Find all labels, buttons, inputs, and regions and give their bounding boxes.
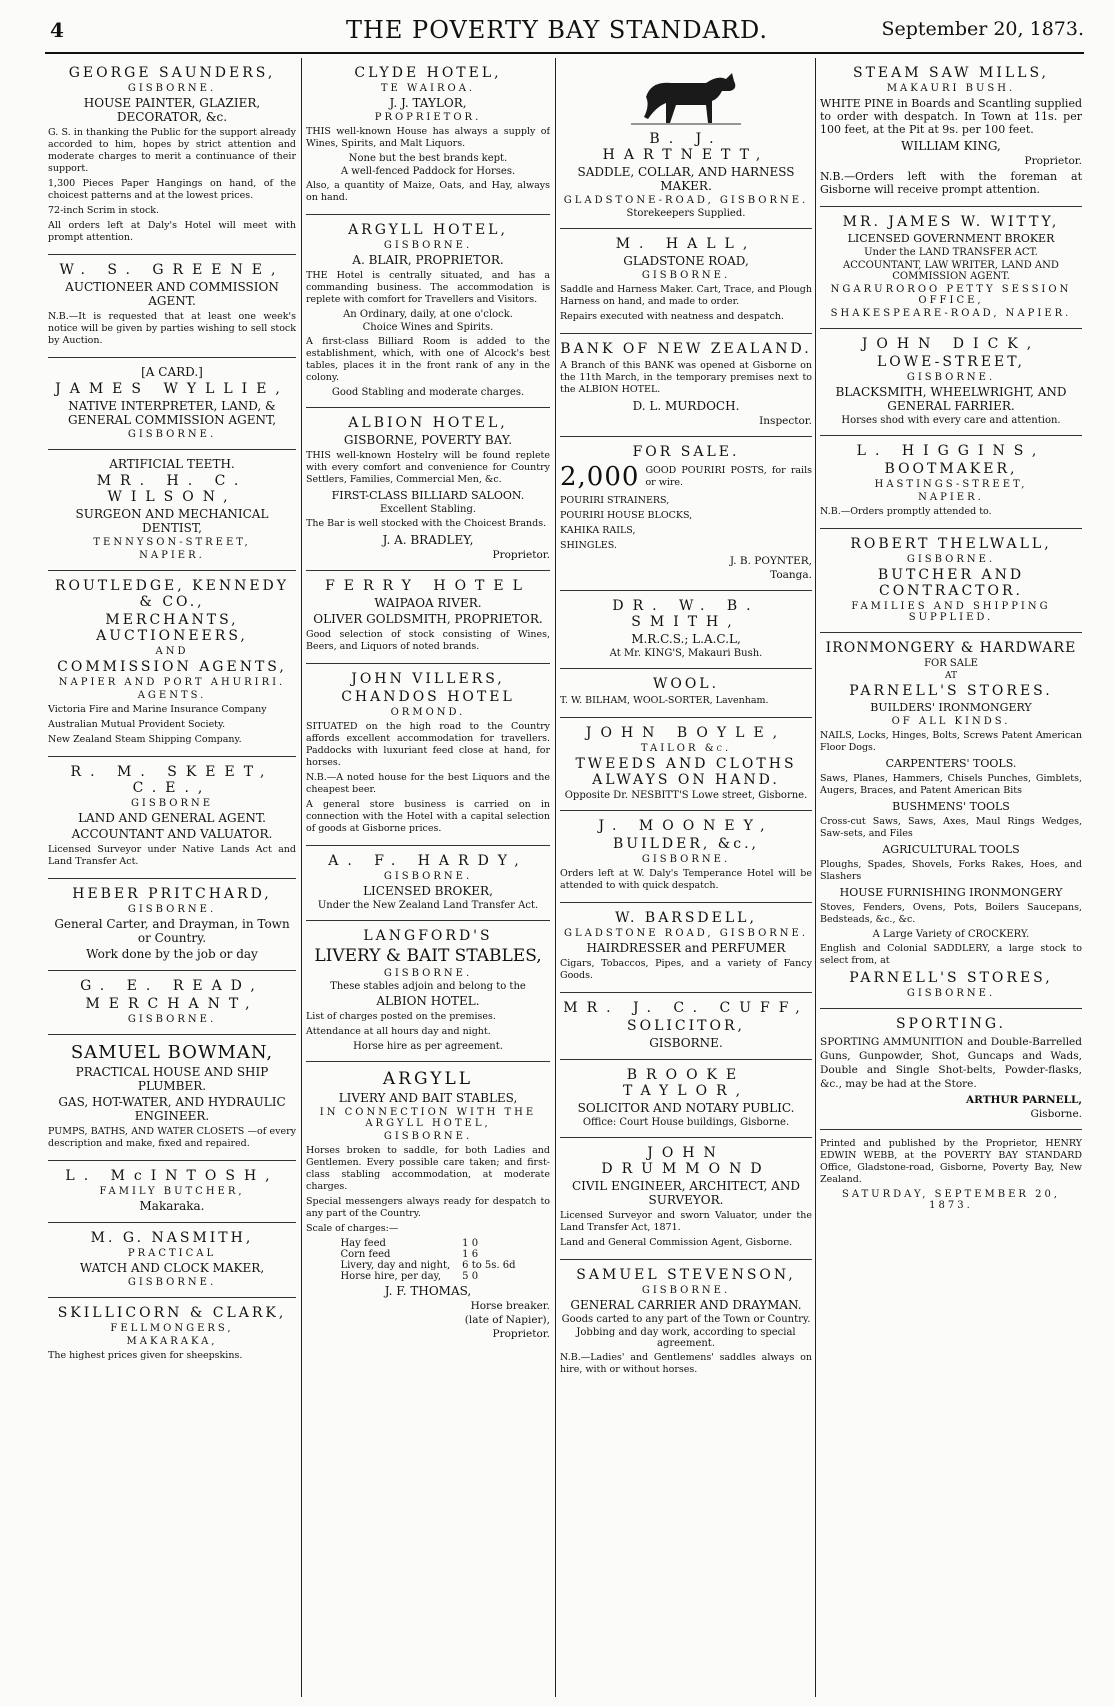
ad-hardy [306, 846, 550, 921]
ad-text: Horses shod with every care and attention. [841, 415, 1061, 426]
ad-heading: FERRY HOTEL [325, 578, 531, 594]
ad-text: FAMILIES AND SHIPPING SUPPLIED. [851, 601, 1051, 623]
ad-argyll-stables [306, 1062, 550, 1349]
ad-heading: JOHN BOYLE, [585, 725, 787, 741]
ad-saunders [48, 58, 296, 255]
table-row: Hay feed 1 0 [340, 1238, 479, 1249]
ad-street: HASTINGS-STREET, [874, 479, 1028, 490]
ad-text: Cigars, Tobaccos, Pipes, and a variety of Fancy Goods. [560, 958, 812, 981]
ad-trade: GAS, HOT-WATER, AND HYDRAULIC ENGINEER. [58, 1095, 286, 1123]
ad-bowman [48, 1035, 296, 1161]
newspaper-title: THE POVERTY BAY STANDARD. [345, 16, 769, 44]
ad-subheading: CARPENTERS' TOOLS. [885, 757, 1017, 770]
column-rule [555, 58, 556, 1697]
ad-text: A Large Variety of CROCKERY. [872, 929, 1030, 940]
ad-owner: J. J. TAYLOR, [389, 96, 467, 110]
ad-text: N.B.—It is requested that at least one week's notice will be given by parties wishing to sell stock by Auction. [48, 311, 296, 346]
ad-sporting [820, 1009, 1082, 1130]
ad-subheading: HOUSE FURNISHING IRONMONGERY [839, 886, 1063, 899]
ad-place: Gisborne. [1030, 1108, 1082, 1120]
ad-boyle [560, 718, 812, 811]
ad-text: Goods carted to any part of the Town or Country. [561, 1314, 811, 1325]
ad-dick [820, 329, 1082, 436]
ad-text: List of charges posted on the premises. [306, 1011, 496, 1022]
ad-trade: BUTCHER AND CONTRACTOR. [877, 567, 1025, 599]
ad-routledge [48, 571, 296, 757]
issue-date: September 20, 1873. [881, 18, 1084, 40]
ad-stevenson [560, 1260, 812, 1386]
ad-role: Proprietor. [492, 549, 550, 561]
ad-heading: WOOL. [652, 676, 720, 692]
ad-text: Australian Mutual Provident Society. [48, 719, 226, 730]
ad-heading: FOR SALE. [632, 444, 740, 460]
ad-place: GLADSTONE-ROAD, GISBORNE. [563, 195, 809, 206]
ad-text: NAILS, Locks, Hinges, Bolts, Screws Patent American Floor Dogs. [820, 730, 1082, 753]
ad-trade: PARNELL'S STORES. [849, 683, 1053, 699]
ad-heading: W. BARSDELL, [615, 910, 757, 926]
ad-wyllie [48, 358, 296, 450]
column-rule [301, 58, 302, 1697]
ad-text: An Ordinary, daily, at one o'clock. [343, 309, 513, 320]
ad-text: SITUATED on the high road to the Country affords excellent accommodation for travellers. Paddocks with luxuriant feed close at hand, for horses. [306, 721, 550, 768]
ad-hartnett [560, 58, 812, 229]
rates-table [334, 1238, 521, 1282]
ad-trade: PRACTICAL [127, 1248, 217, 1259]
ad-mcintosh [48, 1161, 296, 1223]
ad-place: WAIPAOA RIVER. [374, 596, 482, 610]
ad-owner: J. F. THOMAS, [384, 1284, 472, 1298]
ad-text: N.B.—Ladies' and Gentlemens' saddles always on hire, with or without horses. [560, 1352, 812, 1375]
column-4 [820, 58, 1082, 1702]
ad-text: A first-class Billiard Room is added to the establishment, which, with one of Alcock's best tables, places it in the front rank of any in the colony. [306, 336, 550, 383]
ad-text: GOOD POURIRI POSTS, for rails or wire. [645, 465, 812, 488]
imprint [820, 1130, 1082, 1220]
ad-heading: DR. W. B. SMITH, [612, 598, 760, 630]
ad-text: Good Stabling and moderate charges. [331, 387, 525, 398]
ad-text: Ploughs, Spades, Shovels, Forks Rakes, Hoes, and Slashers [820, 859, 1082, 882]
ad-heading: JAMES WYLLIE, [55, 381, 289, 397]
ad-trade: NATIVE INTERPRETER, LAND, & GENERAL COMMISSION AGENT, [67, 399, 277, 427]
ad-text: Orders left at W. Daly's Temperance Hotel will be attended to with quick despatch. [560, 868, 812, 891]
ad-heading: STEAM SAW MILLS, [852, 65, 1050, 81]
ad-heading: B. J. HARTNETT, [602, 131, 770, 163]
ad-owner: J. A. BRADLEY, [382, 533, 474, 547]
ad-text: 1,300 Pieces Paper Hangings on hand, of the choicest patterns and at the lowest prices. [48, 178, 296, 201]
ad-wool [560, 669, 812, 718]
ad-text: Jobbing and day work, according to special agreement. [576, 1327, 796, 1349]
ad-text: General Carter, and Drayman, in Town or Country. [54, 917, 290, 945]
ad-text: Repairs executed with neatness and despatch. [560, 311, 784, 322]
ad-trade: BUILDER, &c., [612, 836, 759, 852]
ad-text: WHITE PINE in Boards and Scantling supplied to order with despatch. In Town at 11s. per 100 feet, at the Pit at 9s. per 100 feet. [820, 97, 1082, 136]
ad-owner: OLIVER GOLDSMITH, PROPRIETOR. [313, 612, 543, 626]
ad-text: These stables adjoin and belong to the [330, 981, 526, 992]
ad-text: N.B.—Orders promptly attended to. [820, 506, 992, 517]
ad-text: Also, a quantity of Maize, Oats, and Hay, always on hand. [306, 180, 550, 203]
ad-street: GLADSTONE ROAD, [623, 254, 749, 268]
ad-place: Toanga. [770, 569, 812, 581]
ad-trade: COMMISSION AGENTS, [57, 659, 287, 675]
ad-text: A Branch of this BANK was opened at Gisborne on the 11th March, in the temporary premises next to the ALBION HOTEL. [560, 360, 812, 395]
ad-ferry-hotel [306, 571, 550, 664]
imprint-date: SATURDAY, SEPTEMBER 20, 1873. [841, 1189, 1060, 1211]
ad-text: SHINGLES. [560, 540, 617, 551]
ad-text: ACCOUNTANT, LAW WRITER, LAND AND COMMISSION AGENT. [843, 260, 1059, 282]
column-2 [306, 58, 550, 1702]
column-3 [560, 58, 812, 1702]
ad-heading: ARGYLL [382, 1069, 474, 1089]
ad-bank [560, 334, 812, 437]
ad-owner: J. B. POYNTER, [729, 555, 812, 567]
ad-heading: L. McINTOSH, [65, 1168, 279, 1184]
ad-villers [306, 664, 550, 846]
ad-label: [A CARD.] [141, 365, 203, 379]
ad-trade: AUCTIONEER AND COMMISSION AGENT. [65, 280, 279, 308]
ad-heading: ROBERT THELWALL, [850, 536, 1052, 552]
ad-place: GISBORNE. [641, 270, 731, 281]
ad-smith [560, 591, 812, 669]
ad-heading: GEORGE SAUNDERS, [68, 65, 276, 81]
ad-trade: TWEEDS AND CLOTHS ALWAYS ON HAND. [575, 756, 797, 788]
ad-text: A well-fenced Paddock for Horses. [340, 166, 516, 177]
ad-trade: LIVERY AND BAIT STABLES, [338, 1091, 518, 1105]
ad-text: ALBION HOTEL. [376, 994, 480, 1008]
ad-witty [820, 207, 1082, 329]
ad-owner: ARTHUR PARNELL, [966, 1094, 1082, 1106]
ad-text: Good selection of stock consisting of Wines, Beers, and Liquors of noted brands. [306, 629, 550, 652]
ad-text: The highest prices given for sheepskins. [48, 1350, 243, 1361]
ad-label: ARTIFICIAL TEETH. [109, 457, 235, 471]
masthead [0, 0, 1114, 50]
ad-place: GISBORNE. [383, 1131, 473, 1142]
ad-text: Office: Court House buildings, Gisborne. [582, 1117, 790, 1128]
imprint-text: Printed and published by the Proprietor, HENRY EDWIN WEBB, at the POVERTY BAY STANDARD Office, Gladstone-road, Gisborne, Poverty Bay, New Zealand. [820, 1138, 1082, 1185]
ad-place: GISBORNE. [127, 1014, 217, 1025]
ad-heading: BANK OF NEW ZEALAND. [560, 341, 812, 357]
ad-heading: JOHN DICK, [861, 336, 1041, 352]
ad-text: THE Hotel is centrally situated, and has a commanding business. The accommodation is replete with comfort for Travellers and Visitors. [306, 270, 550, 305]
ad-trade: SADDLE, COLLAR, AND HARNESS MAKER. [577, 165, 795, 193]
ad-label: AND [155, 646, 189, 657]
ad-text: None but the best brands kept. [348, 153, 508, 164]
ad-text: NGARUROROO PETTY SESSION OFFICE, [830, 284, 1072, 306]
ad-argyll-hotel [306, 215, 550, 408]
ad-street: TENNYSON-STREET, [93, 537, 251, 548]
ad-text: Licensed Surveyor and sworn Valuator, under the Land Transfer Act, 1871. [560, 1210, 812, 1233]
ad-trade: LICENSED BROKER, [363, 884, 493, 898]
ad-clyde-hotel [306, 58, 550, 215]
ad-drummond [560, 1138, 812, 1260]
ad-wilson [48, 450, 296, 571]
ad-place: GISBORNE. [383, 871, 473, 882]
ad-heading: CLYDE HOTEL, [354, 65, 502, 81]
ad-trade: FAMILY BUTCHER, [99, 1186, 245, 1197]
ad-trade: SOLICITOR AND NOTARY PUBLIC. [577, 1101, 795, 1115]
ad-trade: M.R.C.S.; L.A.C.L, [631, 632, 741, 646]
ad-text: Choice Wines and Spirits. [362, 322, 494, 333]
ad-text: At Mr. KING'S, Makauri Bush. [609, 648, 763, 659]
ad-text: Cross-cut Saws, Saws, Axes, Maul Rings Wedges, Saw-sets, and Files [820, 816, 1082, 839]
ad-skillicorn [48, 1298, 296, 1372]
column-rule [815, 58, 816, 1697]
ad-place: ORMOND. [390, 707, 466, 718]
ad-owner: D. L. MURDOCH. [632, 399, 740, 413]
ad-text: New Zealand Steam Shipping Company. [48, 734, 242, 745]
ad-place: GISBORNE. [383, 240, 473, 251]
ad-text: PUMPS, BATHS, AND WATER CLOSETS —of every description and make, fixed and repaired. [48, 1126, 296, 1149]
ad-text: Saws, Planes, Hammers, Chisels Punches, Gimblets, Augers, Braces, and Patent American Bits [820, 773, 1082, 796]
ad-heading: BROOKE TAYLOR, [622, 1067, 750, 1099]
ad-heading: R. M. SKEET, C.E., [70, 764, 274, 796]
ad-text: Attendance at all hours day and night. [306, 1026, 491, 1037]
ad-place: GISBORNE. [641, 1285, 731, 1296]
ad-place: MAKAURI BUSH. [886, 83, 1016, 94]
ad-subheading: AGRICULTURAL TOOLS [882, 843, 1020, 856]
ad-text: Horse breaker. [470, 1300, 550, 1312]
ad-place: GLADSTONE ROAD, GISBORNE. [563, 928, 809, 939]
ad-heading: A. F. HARDY, [328, 853, 528, 869]
ad-trade: LICENSED GOVERNMENT BROKER [847, 232, 1055, 245]
ad-nasmith [48, 1223, 296, 1298]
ad-trade: CHANDOS HOTEL [341, 689, 515, 705]
ad-steam-saw-mills [820, 58, 1082, 207]
ad-text: KAHIKA RAILS, [560, 525, 636, 536]
ad-text: OF ALL KINDS. [891, 716, 1011, 727]
ad-text: THIS well-known House has always a supply of Wines, Spirits, and Malt Liquors. [306, 126, 550, 149]
ad-heading: M. G. NASMITH, [90, 1230, 254, 1246]
ad-place: NAPIER. [918, 492, 984, 503]
ad-heading: HEBER PRITCHARD, [72, 886, 272, 902]
ad-trade: TAILOR &c. [640, 743, 732, 754]
ad-owner: WILLIAM KING, [901, 139, 1001, 153]
ad-brooke-taylor [560, 1060, 812, 1138]
sale-quantity: 2,000 [560, 462, 640, 492]
ad-place: GISBORNE. [383, 968, 473, 979]
ad-higgins [820, 436, 1082, 529]
ad-albion-hotel [306, 408, 550, 571]
horse-illustration [626, 67, 746, 127]
ad-heading: G. E. READ, [80, 978, 264, 994]
ad-text: English and Colonial SADDLERY, a large stock to select from, at [820, 943, 1082, 966]
ad-text: Licensed Surveyor under Native Lands Act and Land Transfer Act. [48, 844, 296, 867]
ad-place: Makaraka. [139, 1199, 205, 1213]
ad-heading: M. HALL, [615, 236, 757, 252]
ad-text: N.B.—Orders left with the foreman at Gisborne will receive prompt attention. [820, 170, 1082, 196]
ad-text: Work done by the job or day [86, 947, 258, 961]
ad-place: GISBORNE. [906, 554, 996, 565]
ad-text: POURIRI HOUSE BLOCKS, [560, 510, 693, 521]
ad-text: (late of Napier), [464, 1314, 550, 1326]
ad-role: Proprietor. [1024, 155, 1082, 167]
ad-place: NAPIER. [139, 550, 205, 561]
ad-heading: JOHN DRUMMOND [601, 1145, 771, 1177]
ad-for-sale [560, 437, 812, 591]
ad-place: GISBORNE. [906, 372, 996, 383]
ad-place: GISBORNE, POVERTY BAY. [343, 433, 513, 447]
ad-mooney [560, 811, 812, 903]
ad-pritchard [48, 879, 296, 971]
ad-text: All orders left at Daly's Hotel will meet with prompt attention. [48, 220, 296, 243]
table-row: Livery, day and night, 6 to 5s. 6d [340, 1260, 516, 1271]
ad-heading: SAMUEL BOWMAN, [70, 1042, 274, 1063]
ad-place: GISBORNE [130, 798, 214, 809]
ad-heading: ROUTLEDGE, KENNEDY & CO., [54, 578, 290, 610]
ad-subheading: BUSHMENS' TOOLS [892, 800, 1010, 813]
ad-trade: SOLICITOR, [627, 1018, 745, 1034]
ad-text: Under the LAND TRANSFER ACT. [864, 247, 1038, 258]
ad-text: Special messengers always ready for despatch to any part of the Country. [306, 1196, 550, 1219]
masthead-rule [45, 52, 1084, 54]
ad-heading: LANGFORD'S [363, 928, 493, 944]
ad-trade: WATCH AND CLOCK MAKER, [79, 1261, 265, 1275]
column-1 [48, 58, 296, 1702]
ad-heading: MR. JAMES W. WITTY, [842, 214, 1060, 230]
ad-barsdell [560, 903, 812, 993]
ad-label: AGENTS. [137, 690, 207, 701]
ad-heading: IRONMONGERY & HARDWARE [825, 640, 1077, 656]
ad-text: IN CONNECTION WITH THE ARGYLL HOTEL, [319, 1107, 537, 1129]
ad-heading: MR. H. C. WILSON, [96, 473, 248, 505]
ad-text: Saddle and Harness Maker. Cart, Trace, and Plough Harness on hand, and made to order. [560, 284, 812, 307]
ad-place: TE WAIROA. [380, 83, 476, 94]
ad-text: Land and General Commission Agent, Gisborne. [560, 1237, 793, 1248]
sale-lead [560, 462, 812, 492]
ad-text: Under the New Zealand Land Transfer Act. [317, 900, 539, 911]
ad-heading: JOHN VILLERS, [351, 671, 505, 687]
ad-heading: SAMUEL STEVENSON, [576, 1267, 796, 1283]
ad-text: Storekeepers Supplied. [626, 208, 746, 219]
ad-place: NAPIER AND PORT AHURIRI. [58, 677, 286, 688]
ad-trade: HAIRDRESSER and PERFUMER [586, 941, 786, 955]
ad-place: GISBORNE. [649, 1036, 723, 1050]
ad-role: Inspector. [759, 415, 812, 427]
ad-text: Horse hire as per agreement. [353, 1041, 503, 1052]
ad-place: MAKARAKA, [126, 1336, 218, 1347]
page-number: 4 [50, 18, 64, 42]
ad-trade: BLACKSMITH, WHEELWRIGHT, AND GENERAL FARRIER. [835, 385, 1067, 413]
ad-trade: PRACTICAL HOUSE AND SHIP PLUMBER. [75, 1065, 269, 1093]
ad-heading: L. HIGGINS, [856, 443, 1046, 459]
ad-text: FOR SALE [924, 658, 978, 669]
ad-langford [306, 921, 550, 1062]
ad-text: A general store business is carried on in connection with the Hotel with a capital selection of goods at Gisborne prices. [306, 799, 550, 834]
ad-text: AT [944, 671, 957, 681]
ad-text: THIS well-known Hostelry will be found replete with every comfort and convenience for Country Settlers, Families, Commercial Men, &c. [306, 450, 550, 485]
ad-trade: SURGEON AND MECHANICAL DENTIST, [75, 507, 269, 535]
ad-heading: SPORTING. [895, 1016, 1007, 1032]
ad-trade: LIVERY & BAIT STABLES, [314, 946, 542, 966]
ad-text: Horses broken to saddle, for both Ladies and Gentlemen. Every possible care taken; and first-class stabling accommodation, at moderate charges. [306, 1145, 550, 1192]
ad-role: PROPRIETOR. [374, 112, 482, 123]
ad-text: T. W. BILHAM, WOOL-SORTER, Lavenham. [560, 695, 769, 706]
ad-role: Proprietor. [492, 1328, 550, 1340]
ad-trade: GENERAL CARRIER AND DRAYMAN. [570, 1298, 802, 1312]
ad-trade: MERCHANT, [85, 996, 259, 1012]
ad-street: LOWE-STREET, [876, 354, 1025, 370]
ad-trade: PARNELL'S STORES, [849, 970, 1053, 986]
ad-trade: BOOTMAKER, [884, 461, 1018, 477]
ad-text: Excellent Stabling. [379, 504, 477, 515]
ad-heading: MR. J. C. CUFF, [563, 1000, 809, 1016]
ad-skeet [48, 757, 296, 879]
ad-text: 72-inch Scrim in stock. [48, 205, 160, 216]
ad-read [48, 971, 296, 1035]
ad-text: G. S. in thanking the Public for the support already accorded to him, hopes by strict attention and moderate charges to merit a continuance of their support. [48, 127, 296, 174]
ad-cuff [560, 993, 812, 1060]
ad-subheading: BUILDERS' IRONMONGERY [870, 701, 1032, 714]
ad-heading: SKILLICORN & CLARK, [57, 1305, 287, 1321]
ad-text: SHAKESPEARE-ROAD, NAPIER. [830, 308, 1072, 319]
ad-text: SPORTING AMMUNITION and Double-Barrelled Guns, Gunpowder, Shot, Guncaps and Wads, Double and Single Shot-belts, Powder-flasks, &c., may be had at the Store. [820, 1036, 1082, 1090]
ad-trade: FELLMONGERS, [110, 1323, 234, 1334]
ad-text: Victoria Fire and Marine Insurance Company [48, 704, 267, 715]
ad-trade: HOUSE PAINTER, GLAZIER, DECORATOR, &c. [83, 96, 261, 124]
ad-place: GISBORNE. [906, 988, 996, 999]
ad-ironmongery [820, 633, 1082, 1009]
ad-heading: W. S. GREENE, [59, 262, 285, 278]
ad-text: Stoves, Fenders, Ovens, Pots, Boilers Saucepans, Bedsteads, &c., &c. [820, 902, 1082, 925]
ad-text: The Bar is well stocked with the Choicest Brands. [306, 518, 547, 529]
ad-place: GISBORNE. [127, 429, 217, 440]
table-row: Corn feed 1 6 [340, 1249, 479, 1260]
ad-text: N.B.—A noted house for the best Liquors and the cheapest beer. [306, 772, 550, 795]
ad-place: GISBORNE. [127, 1277, 217, 1288]
ad-trade: MERCHANTS, AUCTIONEERS, [96, 612, 248, 644]
ad-heading: ARGYLL HOTEL, [348, 222, 508, 238]
ad-owner: A. BLAIR, PROPRIETOR. [352, 253, 504, 267]
ad-place: GISBORNE. [127, 904, 217, 915]
ad-trade: ACCOUNTANT AND VALUATOR. [71, 827, 273, 841]
table-row: Horse hire, per day, 5 0 [340, 1271, 479, 1282]
ad-text: Opposite Dr. NESBITT'S Lowe street, Gisborne. [564, 790, 808, 801]
ad-hall [560, 229, 812, 334]
ad-place: GISBORNE. [641, 854, 731, 865]
ad-heading: ALBION HOTEL, [348, 415, 508, 431]
ad-heading: J. MOONEY, [598, 818, 774, 834]
ad-trade: CIVIL ENGINEER, ARCHITECT, AND SURVEYOR. [571, 1179, 801, 1207]
ad-text: FIRST-CLASS BILLIARD SALOON. [331, 489, 525, 502]
ad-greene [48, 255, 296, 358]
ad-text: POURIRI STRAINERS, [560, 495, 670, 506]
ad-place: GISBORNE. [127, 83, 217, 94]
ad-thelwall [820, 529, 1082, 633]
ad-trade: LAND AND GENERAL AGENT. [78, 811, 266, 825]
rates-heading: Scale of charges:— [306, 1223, 399, 1234]
